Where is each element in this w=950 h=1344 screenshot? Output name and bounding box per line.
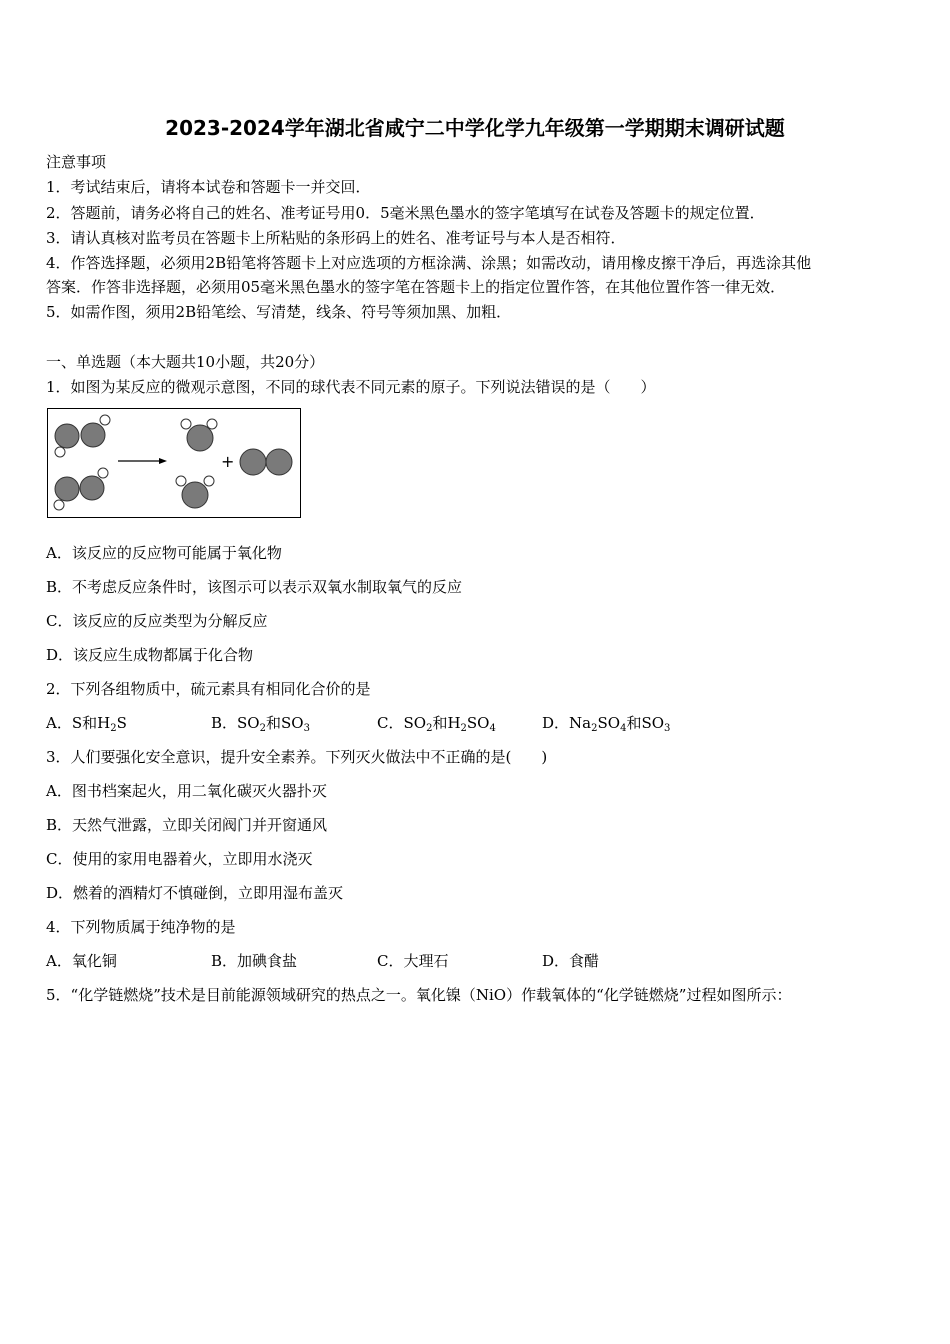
question-5-stem: 5．“化学链燃烧”技术是目前能源领域研究的热点之一。氧化镍（NiO）作载氧体的“化学链燃烧”过程如图所示： xyxy=(46,986,792,1004)
reactant-molecule xyxy=(54,468,108,510)
q1-option-a: A．该反应的反应物可能属于氧化物 xyxy=(46,544,282,562)
q2-option-b: B．$SO_2$和$SO_3$ xyxy=(211,714,310,734)
q1-option-c: C．该反应的反应类型为分解反应 xyxy=(46,612,268,630)
q4-option-b: B．加碘食盐 xyxy=(211,952,298,970)
question-1-stem: 1．如图为某反应的微观示意图，不同的球代表不同元素的原子。下列说法错误的是（ ） xyxy=(46,378,656,396)
q4-option-d: D．食醋 xyxy=(542,952,600,970)
q4-option-c: C．大理石 xyxy=(377,952,449,970)
notice-heading: 注意事项 xyxy=(46,153,107,171)
q2-option-a: A．S和$H_2S$ xyxy=(46,714,127,734)
notice-item: 2．答题前，请务必将自己的姓名、准考证号用0．5毫米黑色墨水的签字笔填写在试卷及答题卡的规定位置． xyxy=(46,204,765,222)
q2-option-c: C．$SO_2$和$H_2SO_4$ xyxy=(377,714,496,734)
q4-option-a: A．氧化铜 xyxy=(46,952,117,970)
q3-option-d: D．燃着的酒精灯不慎碰倒，立即用湿布盖灭 xyxy=(46,884,344,902)
plus-sign: + xyxy=(221,452,235,471)
product-molecule xyxy=(176,476,214,508)
product-molecule xyxy=(240,449,292,475)
q1-option-d: D．该反应生成物都属于化合物 xyxy=(46,646,254,664)
q3-option-a: A．图书档案起火，用二氧化碳灭火器扑灭 xyxy=(46,782,327,800)
question-4-stem: 4．下列物质属于纯净物的是 xyxy=(46,918,236,936)
question-3-stem: 3．人们要强化安全意识，提升安全素养。下列灭火做法中不正确的是( ) xyxy=(46,748,548,766)
product-molecule xyxy=(181,419,217,451)
notice-item: 1．考试结束后，请将本试卷和答题卡一并交回． xyxy=(46,178,371,196)
page-title: 2023-2024学年湖北省咸宁二中学化学九年级第一学期期末调研试题 xyxy=(165,116,785,140)
reaction-diagram xyxy=(47,408,301,518)
q1-option-b: B．不考虑反应条件时，该图示可以表示双氧水制取氧气的反应 xyxy=(46,578,463,596)
question-2-stem: 2．下列各组物质中，硫元素具有相同化合价的是 xyxy=(46,680,371,698)
reactant-molecule xyxy=(55,415,110,457)
section-heading: 一、单选题（本大题共10小题，共20分） xyxy=(46,353,325,371)
reaction-arrow-icon xyxy=(118,458,167,464)
notice-item: 4．作答选择题，必须用2B铅笔将答题卡上对应选项的方框涂满、涂黑；如需改动，请用橡皮擦干净后，再选涂其他 xyxy=(46,254,812,272)
q3-option-b: B．天然气泄露，立即关闭阀门并开窗通风 xyxy=(46,816,328,834)
notice-item: 5．如需作图，须用2B铅笔绘、写清楚，线条、符号等须加黑、加粗． xyxy=(46,303,512,321)
q3-option-c: C．使用的家用电器着火，立即用水浇灭 xyxy=(46,850,313,868)
q2-option-d: D．$Na_2SO_4$和$SO_3$ xyxy=(542,714,671,734)
notice-item: 3．请认真核对监考员在答题卡上所粘贴的条形码上的姓名、准考证号与本人是否相符． xyxy=(46,229,626,247)
notice-item: 答案．作答非选择题，必须用05毫米黑色墨水的签字笔在答题卡上的指定位置作答，在其他位置作答一律无效． xyxy=(46,278,786,296)
